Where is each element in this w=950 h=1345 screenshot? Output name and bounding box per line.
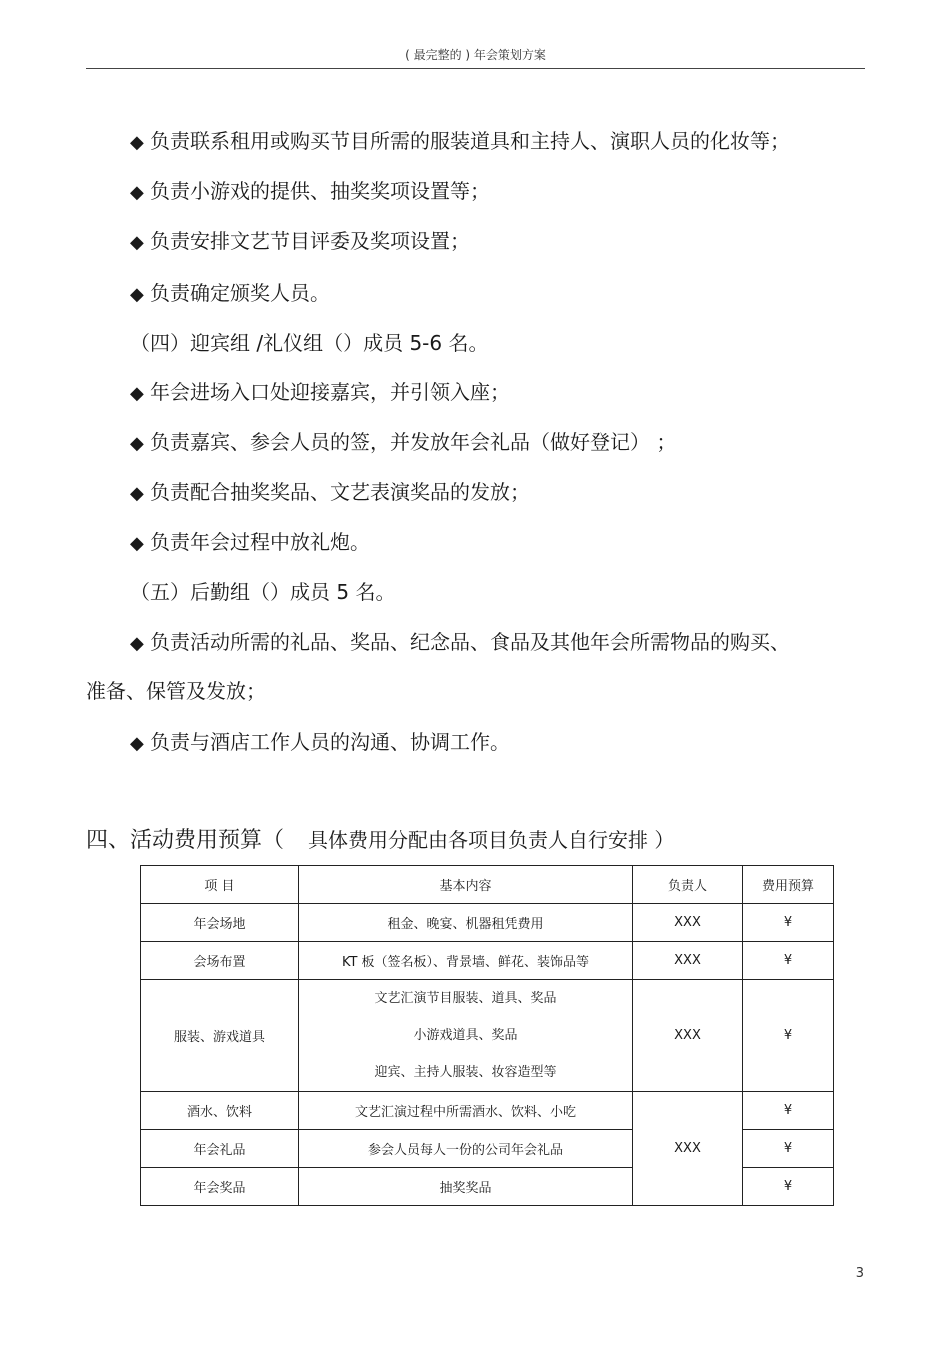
cell-content: KT 板（签名板）、背景墙、鲜花、装饰品等	[299, 942, 633, 980]
line-text: 负责活动所需的礼品、奖品、纪念品、食品及其他年会所需物品的购买、	[150, 630, 790, 654]
cell-item: 会场布置	[141, 942, 299, 980]
text-line	[130, 430, 676, 456]
content-line: 迎宾、主持人服装、妆容造型等	[374, 1065, 557, 1080]
cell-owner: XXX	[633, 904, 743, 942]
cell-budget: ¥	[743, 1130, 834, 1168]
header-content: 基本内容	[299, 866, 633, 904]
cell-budget: ¥	[743, 942, 834, 980]
line-text: 负责小游戏的提供、抽奖奖项设置等；	[150, 179, 490, 203]
cell-content: 抽奖奖品	[299, 1168, 633, 1206]
cell-content: 租金、晚宴、机器租凭费用	[299, 904, 633, 942]
content-line: 文艺汇演节目服装、道具、奖品	[374, 991, 557, 1006]
section-line-welcome-group	[130, 331, 488, 355]
cell-budget: ¥	[743, 1168, 834, 1206]
cell-content	[299, 980, 633, 1092]
text-line	[130, 380, 510, 406]
diamond-bullet-icon: ◆	[130, 182, 144, 203]
line-text: （四）迎宾组 /礼仪组（）成员 5-6 名。	[130, 331, 489, 355]
table-row	[141, 980, 834, 1092]
line-text: （五）后勤组（）成员 5 名。	[130, 580, 396, 604]
header-budget: 费用预算	[743, 866, 834, 904]
cell-item: 服装、游戏道具	[141, 980, 299, 1092]
header-rule	[86, 68, 865, 69]
diamond-bullet-icon: ◆	[130, 733, 144, 754]
cell-owner: XXX	[633, 980, 743, 1092]
line-text: 负责与酒店工作人员的沟通、协调工作。	[150, 730, 510, 754]
text-line	[130, 179, 490, 205]
cell-item: 年会场地	[141, 904, 299, 942]
text-line	[130, 480, 530, 506]
content-line: 小游戏道具、奖品	[413, 1028, 518, 1043]
cell-item: 年会礼品	[141, 1130, 299, 1168]
diamond-bullet-icon: ◆	[130, 533, 144, 554]
section-heading	[86, 828, 674, 853]
cell-content: 参会人员每人一份的公司年会礼品	[299, 1130, 633, 1168]
diamond-bullet-icon: ◆	[130, 284, 144, 305]
diamond-bullet-icon: ◆	[130, 383, 144, 404]
diamond-bullet-icon: ◆	[130, 232, 144, 253]
line-text: 年会进场入口处迎接嘉宾，并引领入座；	[150, 380, 510, 404]
cell-budget: ¥	[743, 1092, 834, 1130]
cell-owner-merged: XXX	[633, 1092, 743, 1206]
table-row	[141, 904, 834, 942]
diamond-bullet-icon: ◆	[130, 132, 144, 153]
line-text: 负责年会过程中放礼炮。	[150, 530, 370, 554]
cell-content: 文艺汇演过程中所需酒水、饮料、小吃	[299, 1092, 633, 1130]
diamond-bullet-icon: ◆	[130, 633, 144, 654]
header-item: 项 目	[141, 866, 299, 904]
text-line	[130, 129, 790, 155]
budget-table	[140, 865, 834, 1206]
table-row	[141, 1092, 834, 1130]
cell-budget: ¥	[743, 980, 834, 1092]
header-owner: 负责人	[633, 866, 743, 904]
text-line	[130, 281, 330, 307]
table-header-row	[141, 866, 834, 904]
page-header-title: ( 最完整的 ) 年会策划方案	[405, 48, 546, 62]
line-text: 负责联系租用或购买节目所需的服装道具和主持人、演职人员的化妆等；	[150, 129, 790, 153]
page-number: 3	[855, 1266, 864, 1281]
cell-item: 年会奖品	[141, 1168, 299, 1206]
line-text: 负责嘉宾、参会人员的签，并发放年会礼品（做好登记） ；	[150, 430, 677, 454]
line-text: 负责安排文艺节目评委及奖项设置；	[150, 229, 470, 253]
cell-owner: XXX	[633, 942, 743, 980]
text-line-continuation	[86, 679, 266, 703]
text-line	[130, 229, 470, 255]
cell-budget: ¥	[743, 904, 834, 942]
text-line	[130, 730, 510, 756]
section-line-logistics-group	[130, 580, 395, 604]
line-text: 负责确定颁奖人员。	[150, 281, 330, 305]
diamond-bullet-icon: ◆	[130, 433, 144, 454]
cell-item: 酒水、饮料	[141, 1092, 299, 1130]
table-row	[141, 942, 834, 980]
section-subtitle: 具体费用分配由各项目负责人自行安排 ）	[308, 828, 675, 852]
text-line	[130, 530, 370, 556]
line-text: 准备、保管及发放；	[86, 679, 266, 703]
line-text: 负责配合抽奖奖品、文艺表演奖品的发放；	[150, 480, 530, 504]
diamond-bullet-icon: ◆	[130, 483, 144, 504]
text-line	[130, 630, 790, 656]
section-title: 四、活动费用预算（	[86, 828, 285, 853]
